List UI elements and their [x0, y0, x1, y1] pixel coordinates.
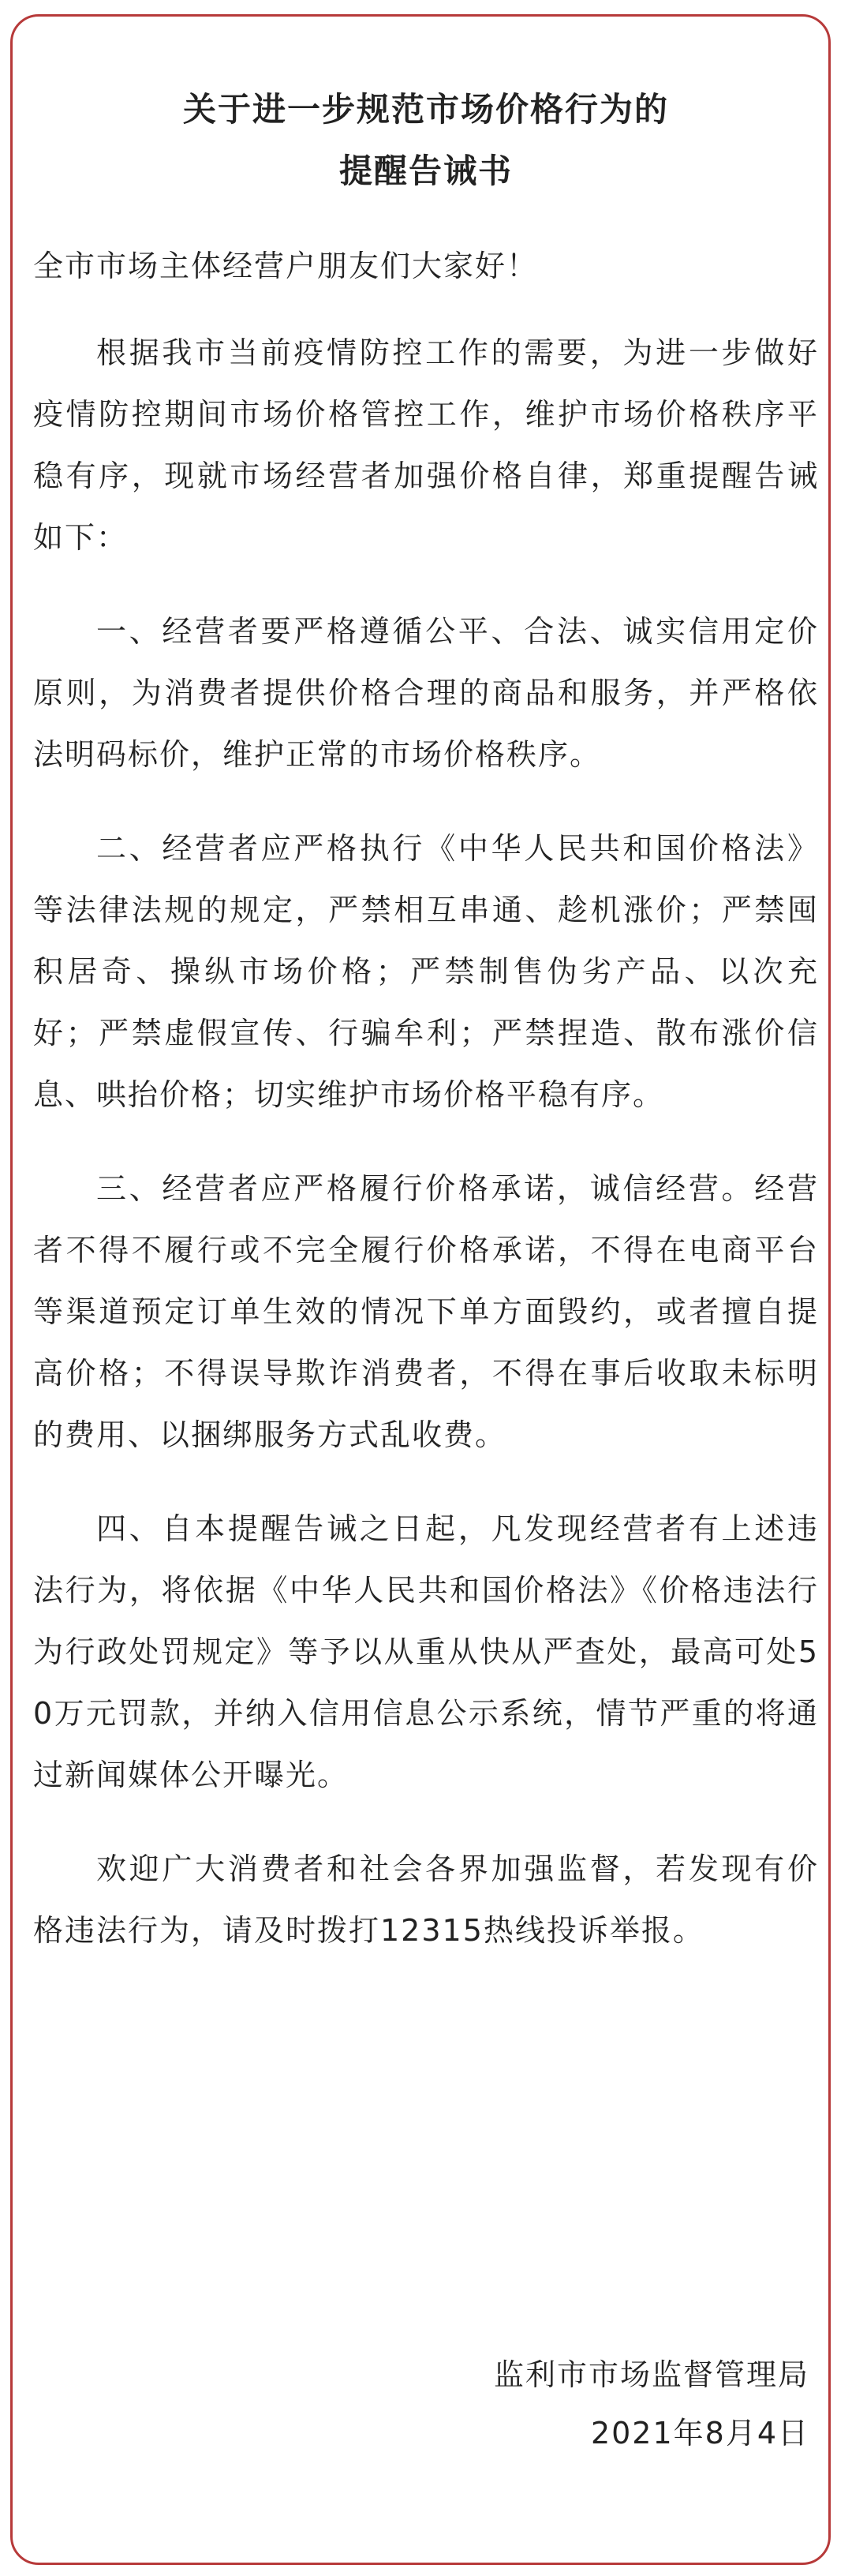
- issue-date: 2021年8月4日: [590, 2416, 809, 2451]
- intro-paragraph: 根据我市当前疫情防控工作的需要，为进一步做好疫情防控期间市场价格管控工作，维护市场价格秩序平稳有序，现就市场经营者加强价格自律，郑重提醒告诫如下：: [33, 335, 819, 555]
- document-title: [33, 79, 819, 202]
- item-four-paragraph: 四、自本提醒告诫之日起，凡发现经营者有上述违法行为，将依据《中华人民共和国价格法》《价格违法行为行政处罚规定》等予以从重从快从严查处，最高可处50万元罚款，并纳入信用信息公示系统，情节严重的将通过新闻媒体公开曝光。: [33, 1511, 819, 1792]
- title-line-2: 提醒告诫书: [338, 152, 513, 190]
- document-content: [33, 79, 819, 1994]
- document-signature: [368, 2346, 809, 2462]
- greeting-text: 全市市场主体经营户朋友们大家好！: [33, 249, 539, 283]
- item-two-paragraph: 二、经营者应严格执行《中华人民共和国价格法》等法律法规的规定，严禁相互串通、趁机涨价；严禁囤积居奇、操纵市场价格；严禁制售伪劣产品、以次充好；严禁虚假宣传、行骗牟利；严禁捏造、散布涨价信息、哄抬价格；切实维护市场价格平稳有序。: [33, 831, 819, 1112]
- item-three-paragraph: 三、经营者应严格履行价格承诺，诚信经营。经营者不得不履行或不完全履行价格承诺，不得在电商平台等渠道预定订单生效的情况下单方面毁约，或者擅自提高价格；不得误导欺诈消费者，不得在事后收取未标明的费用、以捆绑服务方式乱收费。: [33, 1171, 819, 1452]
- issuer-name: 监利市市场监督管理局: [493, 2357, 809, 2392]
- title-line-1: 关于进一步规范市场价格行为的: [182, 90, 669, 129]
- item-one-paragraph: 一、经营者要严格遵循公平、合法、诚实信用定价原则，为消费者提供价格合理的商品和服务，并严格依法明码标价，维护正常的市场价格秩序。: [33, 614, 819, 772]
- supervision-paragraph: 欢迎广大消费者和社会各界加强监督，若发现有价格违法行为，请及时拨打12315热线投诉举报。: [33, 1852, 819, 1948]
